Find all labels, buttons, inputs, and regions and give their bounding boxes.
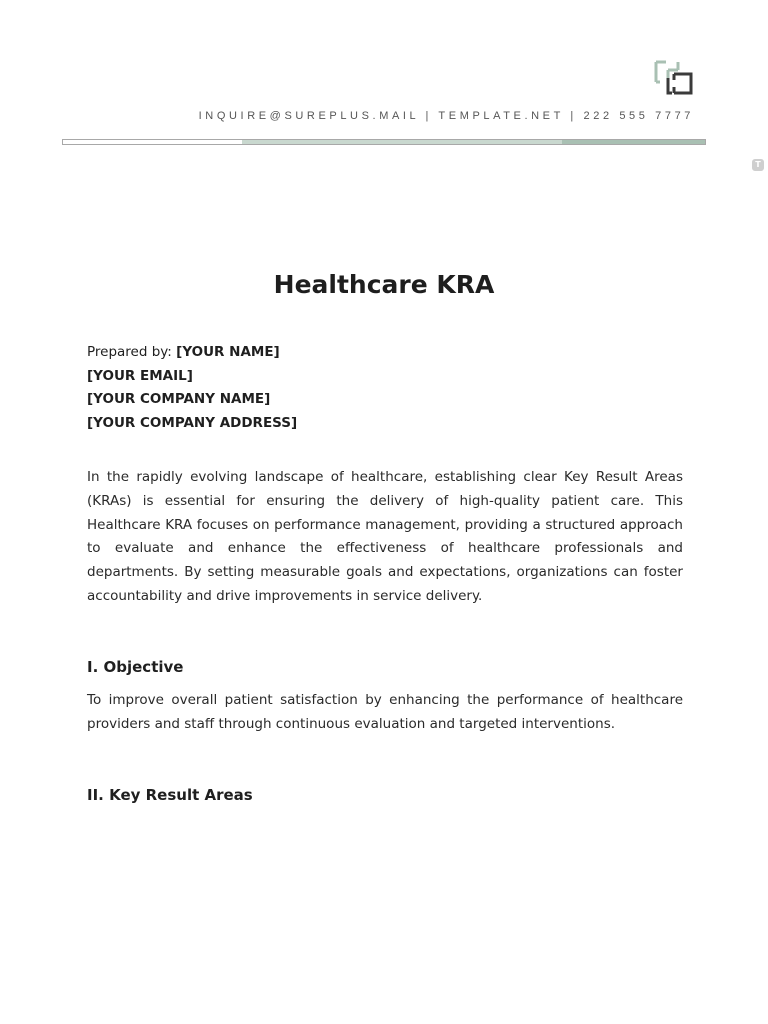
company-name: [YOUR COMPANY NAME] xyxy=(87,391,271,408)
objective-paragraph: To improve overall patient satisfaction by enhancing the performance of healthcare providers and staff through continuous evaluation and targeted interventions. xyxy=(87,692,683,732)
section-heading-key-result-areas: II. Key Result Areas xyxy=(87,786,253,804)
intro-paragraph: In the rapidly evolving landscape of healthcare, establishing clear Key Result Areas (KRAs) is essential for ensuring the delivery of high-quality patient care. This Healthcare KRA focuses on performance management, providing a structured approach to evaluate and enhance the effectiveness of healthcare professionals and departments. By setting measurable goals and expectations, organizations can foster accountability and drive improvements in service delivery. xyxy=(87,469,683,604)
company-address: [YOUR COMPANY ADDRESS] xyxy=(87,414,298,431)
your-name: [YOUR NAME] xyxy=(176,344,280,360)
company-logo xyxy=(654,60,694,96)
prepared-by-block xyxy=(87,341,297,435)
your-email: [YOUR EMAIL] xyxy=(87,367,193,384)
prepared-by-line xyxy=(87,341,297,365)
header-divider xyxy=(62,139,706,145)
section-heading-objective: I. Objective xyxy=(87,658,184,676)
document-title: Healthcare KRA xyxy=(273,270,495,299)
template-badge-icon[interactable]: T xyxy=(752,159,764,171)
header-contact-line: INQUIRE@SUREPLUS.MAIL | TEMPLATE.NET | 222 555 7777 xyxy=(198,110,694,122)
prepared-by-label: Prepared by: xyxy=(87,344,172,360)
